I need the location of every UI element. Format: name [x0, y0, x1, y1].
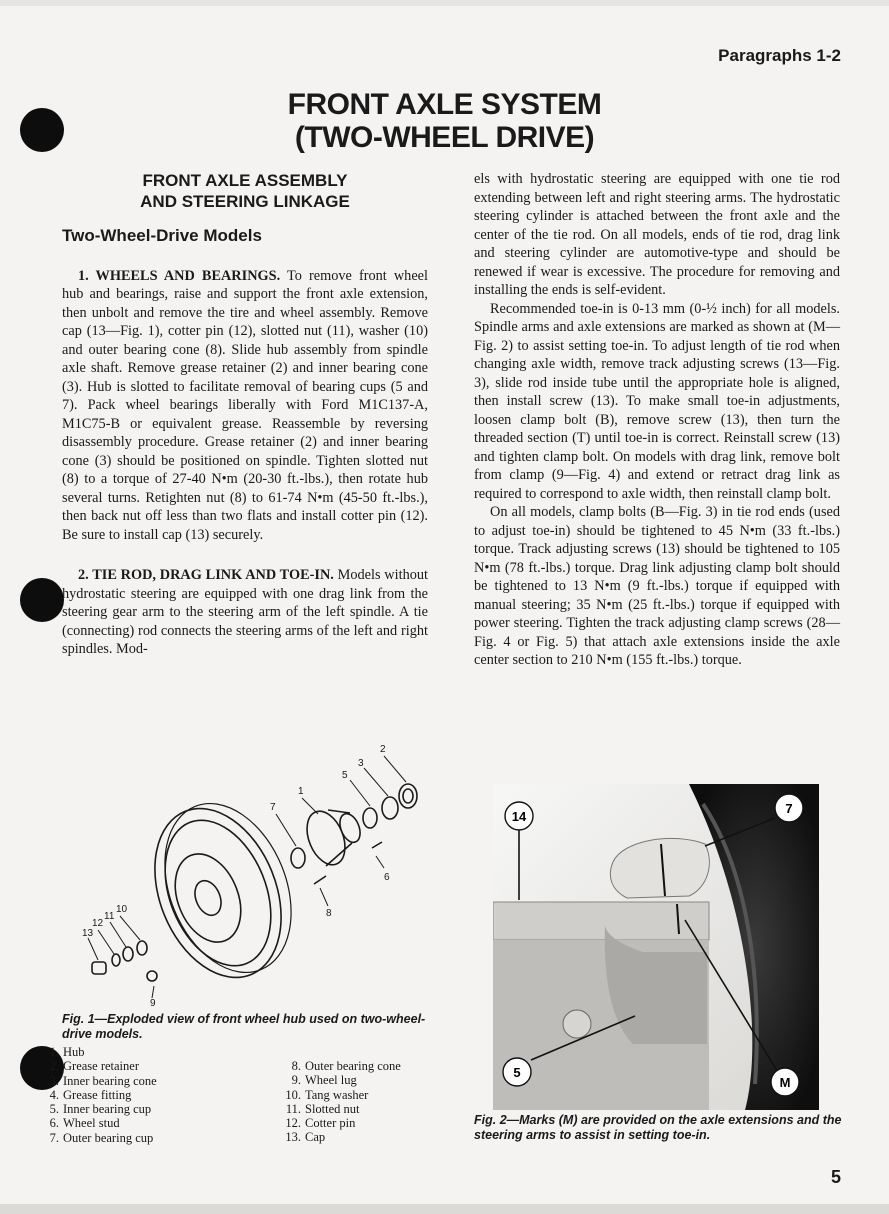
legend-label: Outer bearing cup: [63, 1130, 154, 1145]
slotted-nut: [123, 947, 133, 961]
legend-item: [282, 1116, 401, 1130]
outer-bearing-cup: [291, 848, 305, 868]
leader-line: [302, 798, 318, 814]
legend-number: 11.: [285, 1101, 301, 1116]
wheel-rim-back: [141, 785, 314, 992]
legend-item: [40, 1045, 157, 1059]
legend-number: 13.: [285, 1130, 301, 1145]
leader-line: [88, 938, 98, 960]
legend-item: [282, 1073, 401, 1087]
callout-label: 10: [116, 904, 128, 915]
legend-number: 12.: [285, 1116, 301, 1131]
wheel-center-disc: [163, 844, 253, 952]
tang-washer: [137, 941, 147, 955]
callout-label: 7: [785, 801, 793, 816]
section-heading-line-2: AND STEERING LINKAGE: [140, 192, 350, 211]
leader-line: [110, 922, 126, 947]
callout-label: 8: [326, 908, 332, 919]
hub-outline: [328, 810, 350, 813]
paragraph-continued: els with hydrostatic steering are equipped with one tie rod extending between left and right steering arms. The hydrostatic steering cylinder is attached between the front axle and the center of the tie rod. On all models, ends of tie rod, drag link and steering cylinder are automotive-type and should be renewed if wear is excessive. The procedure for removing and installing the ends is self-evident.: [474, 171, 840, 298]
legend-label: Tang washer: [305, 1087, 369, 1102]
paragraph-clamp-torque: On all models, clamp bolts (B—Fig. 3) in tie rod ends (used to adjust toe-in) should be tightened to 45 N•m (33 ft.-lbs.) torque. Track adjusting screws (13) should be tightened to 105 N•m (78 ft.-lbs.) torque. Drag link adjusting clamp bolt should be tightened to 13 N•m (9 ft.-lbs.) torque if equipped with manual steering; 35 N•m (25 ft.-lbs.) torque if equipped with power steering. Tighten the track adjusting clamp screws (28—Fig. 4 or Fig. 5) that attach axle extensions inside the axle center section to 210 N•m (155 ft.-lbs.) torque.: [474, 504, 840, 668]
legend-label: Hub: [63, 1045, 85, 1059]
callout-label: 7: [270, 802, 276, 813]
leader-line: [152, 986, 154, 998]
clamp-bolt: [563, 1010, 591, 1038]
section-heading-line-1: FRONT AXLE ASSEMBLY: [142, 171, 348, 190]
callout-label: 3: [358, 758, 364, 769]
callout-label: 12: [92, 918, 104, 929]
page-number: 5: [830, 1167, 841, 1187]
scan-edge: [0, 1204, 889, 1214]
scan-edge: [0, 0, 889, 6]
legend-item: [282, 1102, 401, 1116]
callout-label: 5: [513, 1065, 521, 1080]
paragraph-body: To remove front wheel hub and bearings, raise and support the front axle extension, then unbolt and remove the tire and wheel assembly. Remove cap (13—Fig. 1), cotter pin (12), slotted nut (11), washer (10) and outer bearing cone (8). Slide hub assembly from spindle axle shaft. Remove grease retainer (2) and inner bearing cone (3). Hub is slotted to facilitate removal of bearing cups (5 and 7). Pack wheel bearings liberally with Ford M1C137-A, M1C75-B or equivalent grease. Reassemble by reversing disassembly procedure. Grease retainer (2) and inner bearing cone (3) should be positioned on spindle. Tighten slotted nut (8) to a torque of 27-40 N•m (20-30 ft.-lbs.), then rotate hub several turns. Retighten nut (8) to 61-74 N•m (45-50 ft.-lbs.), then back nut off less than two flats and install cotter pin (12). Be sure to install cap (13) securely.: [62, 267, 428, 543]
legend-number: 5.: [49, 1102, 59, 1117]
wheel-lug: [147, 971, 157, 981]
callout-label: 13: [82, 928, 94, 939]
paragraph-lead: 1. WHEELS AND BEARINGS.: [78, 267, 281, 284]
inner-bearing-cone: [382, 797, 398, 819]
legend-number: 4.: [49, 1087, 59, 1102]
paragraph-body: Models without hydrostatic steering are equipped with one drag link from the steering gear arm to the steering arm of the left spindle. A tie (connecting) rod connects the steering arms of the left and right spindles. Mod-: [62, 567, 428, 657]
cap: [92, 962, 106, 974]
legend-label: Outer bearing cone: [305, 1059, 401, 1073]
hub-flange: [300, 806, 353, 871]
legend-item: [40, 1116, 157, 1130]
wheel-rim: [131, 790, 304, 997]
legend-number: 7.: [49, 1130, 59, 1145]
legend-label: Slotted nut: [305, 1101, 360, 1116]
legend-number: 10.: [285, 1087, 301, 1102]
figure-1-legend-right: [282, 1059, 401, 1145]
binder-hole: [20, 578, 64, 622]
legend-number: 8.: [291, 1059, 301, 1073]
legend-number: 6.: [49, 1116, 59, 1131]
legend-label: Wheel lug: [305, 1073, 357, 1088]
page-title: [0, 88, 889, 154]
legend-number: 3.: [49, 1073, 59, 1088]
leader-line: [364, 768, 388, 796]
legend-item: [282, 1130, 401, 1144]
leader-line: [276, 814, 296, 846]
legend-item: [40, 1088, 157, 1102]
hub-barrel: [336, 811, 364, 846]
right-text-column: [474, 170, 840, 670]
leader-line: [376, 856, 384, 868]
legend-item: [282, 1088, 401, 1102]
legend-label: Inner bearing cup: [63, 1102, 152, 1117]
legend-number: 9.: [291, 1073, 301, 1088]
figure-1-legend-left: [40, 1045, 157, 1145]
callout-label: 6: [384, 872, 390, 883]
paragraph-toe-in: Recommended toe-in is 0-13 mm (0-½ inch) for all models. Spindle arms and axle extensions are marked as shown at (M—Fig. 2) to assist setting toe-in. To adjust length of tie rod when changing axle width, remove track adjusting screws (13—Fig. 3), slide rod inside tube until the appropriate hole is aligned, then install screw (13). To make small toe-in adjustments, loosen clamp bolt (B), remove screw (13), then turn the threaded section (T) until toe-in is correct. Reinstall screw (13) and tighten clamp bolt. On models with drag link, remove bolt from clamp (9—Fig. 4) and extend or retract drag link as required to correspond to axle width, then reinstall clamp bolt.: [474, 300, 840, 502]
leader-line: [120, 916, 140, 940]
legend-label: Grease retainer: [63, 1059, 139, 1074]
cotter-pin: [112, 954, 120, 966]
subheading: Two-Wheel-Drive Models: [62, 226, 262, 245]
callout-label: 5: [342, 770, 348, 781]
legend-item: [40, 1102, 157, 1116]
callout-label: 2: [380, 744, 386, 755]
legend-label: Cap: [305, 1130, 326, 1145]
legend-item: [40, 1074, 157, 1088]
wheel-stud: [314, 876, 326, 884]
callout-label: M: [779, 1075, 791, 1090]
callout-label: 1: [298, 786, 304, 797]
paragraph-wheels-bearings: [62, 267, 428, 545]
figure-2-caption: Fig. 2—Marks (M) are provided on the axle extensions and the steering arms to assist in setting toe-in.: [474, 1113, 842, 1142]
paragraph-lead: 2. TIE ROD, DRAG LINK AND TOE-IN.: [78, 567, 334, 583]
leader-line: [384, 756, 406, 782]
inner-bearing-cup: [363, 808, 377, 828]
legend-label: Wheel stud: [63, 1116, 120, 1131]
leader-line: [98, 930, 114, 954]
page-title-line-2: (TWO-WHEEL DRIVE): [294, 121, 595, 154]
grease-retainer: [399, 784, 417, 808]
callout-label: 9: [150, 998, 156, 1009]
legend-label: Cotter pin: [305, 1116, 356, 1131]
page-title-line-1: FRONT AXLE SYSTEM: [287, 88, 602, 121]
grease-fitting: [372, 842, 382, 848]
grease-retainer-inner: [403, 789, 413, 803]
legend-label: Inner bearing cone: [63, 1073, 157, 1088]
callout-label: 11: [104, 911, 115, 922]
legend-item: [282, 1059, 401, 1073]
figure-2-photo: [493, 784, 819, 1110]
figure-1-exploded-hub: [58, 738, 438, 1010]
left-text-column: [62, 170, 428, 659]
callout-label: 14: [511, 809, 527, 824]
legend-item: [40, 1131, 157, 1145]
section-reference: Paragraphs 1-2: [718, 46, 841, 65]
legend-number: 2.: [49, 1059, 59, 1074]
leader-line: [350, 780, 370, 806]
wheel-center-hole: [190, 877, 226, 919]
legend-number: 1.: [49, 1045, 59, 1059]
legend-item: [40, 1059, 157, 1073]
paragraph-tie-rod: [62, 566, 428, 659]
leader-line: [320, 888, 328, 906]
wheel-rim-inner: [145, 805, 291, 982]
legend-label: Grease fitting: [63, 1087, 132, 1102]
figure-1-caption: Fig. 1—Exploded view of front wheel hub used on two-wheel-drive models.: [62, 1012, 426, 1041]
section-heading: [62, 170, 428, 212]
